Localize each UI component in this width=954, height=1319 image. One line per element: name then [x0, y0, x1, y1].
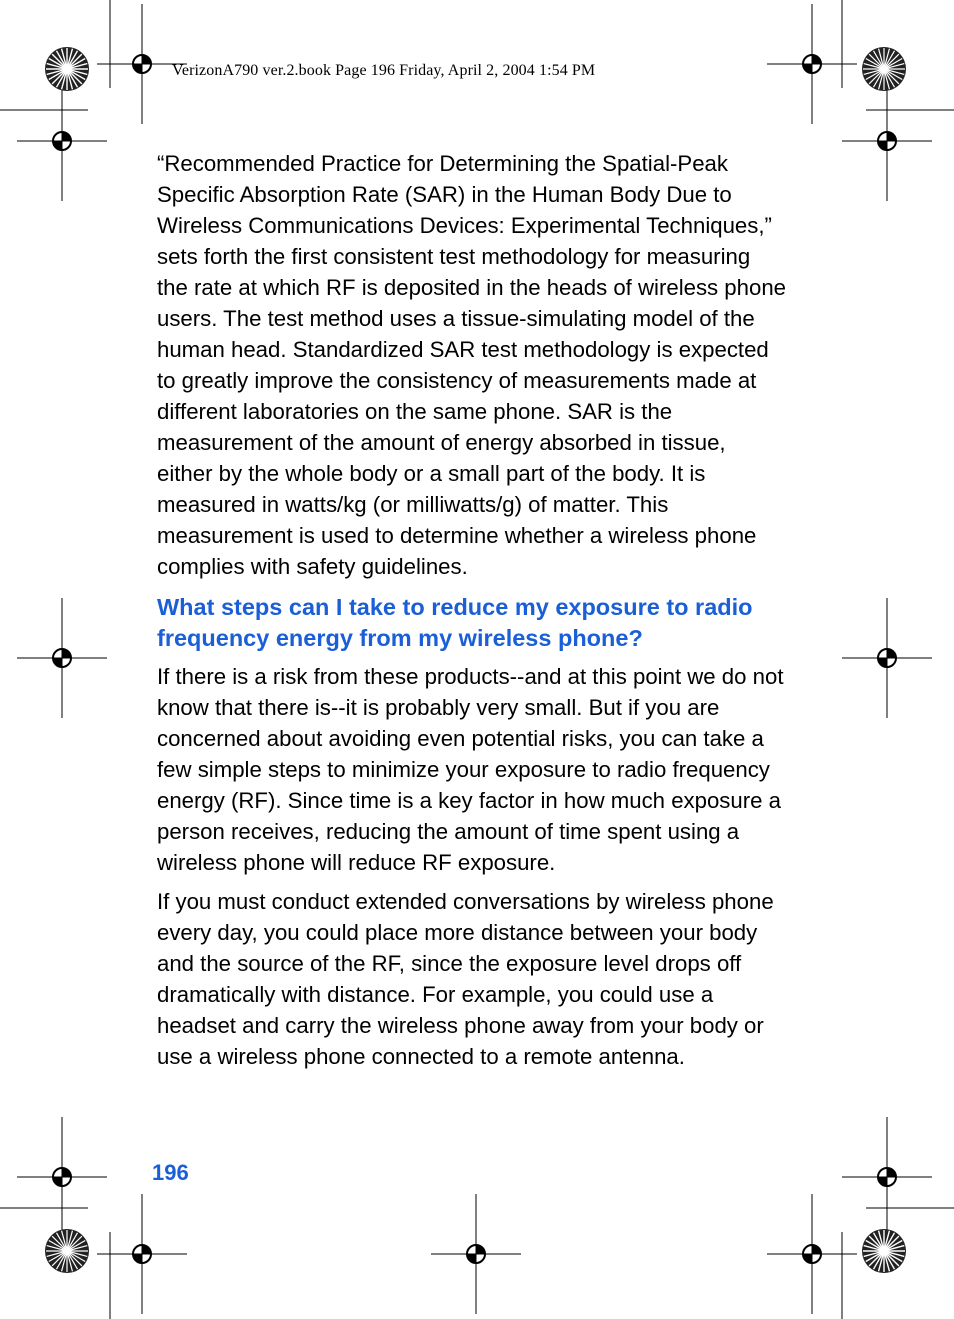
registration-quadrant: [803, 64, 812, 73]
registration-quadrant: [53, 658, 62, 667]
registration-quadrant: [812, 1245, 821, 1254]
registration-quadrant: [476, 1245, 485, 1254]
registration-quadrant: [803, 1254, 812, 1263]
main-content: [157, 148, 787, 1072]
body-paragraph-2: If you must conduct extended conversations by wireless phone every day, you could place more distance between your body and the source of the RF, since the exposure level drops off dramatically with distance. For example, you could use a headset and carry the wireless phone away from your body or use a wireless phone connected to a remote antenna.: [157, 889, 774, 1069]
registration-quadrant: [887, 1168, 896, 1177]
section-heading: What steps can I take to reduce my exposure to radio frequency energy from my wireless phone?: [157, 594, 753, 651]
registration-quadrant: [878, 141, 887, 150]
body-paragraph-1: If there is a risk from these products--and at this point we do not know that there is--it is probably very small. But if you are concerned about avoiding even potential risks, you can take a few simple steps to minimize your exposure to radio frequency energy (RF). Since time is a key factor in how much exposure a person receives, reducing the amount of time spent using a wireless phone will reduce RF exposure.: [157, 664, 784, 875]
starburst-center: [881, 1248, 887, 1254]
registration-quadrant: [53, 141, 62, 150]
registration-quadrant: [133, 64, 142, 73]
registration-quadrant: [878, 658, 887, 667]
registration-quadrant: [133, 1254, 142, 1263]
registration-quadrant: [53, 1177, 62, 1186]
starburst-center: [64, 66, 70, 72]
starburst-center: [64, 1248, 70, 1254]
file-info-header: VerizonA790 ver.2.book Page 196 Friday, April 2, 2004 1:54 PM: [172, 62, 596, 79]
page-number: 196: [152, 1160, 189, 1185]
registration-quadrant: [62, 132, 71, 141]
starburst-center: [881, 66, 887, 72]
intro-paragraph: “Recommended Practice for Determining the Spatial-Peak Specific Absorption Rate (SAR) in the Human Body Due to Wireless Communications Devices: Experimental Techniques,” sets forth the first consistent test methodology for measuring the rate at which RF is deposited in the heads of wireless phone users. The test method uses a tissue-simulating model of the human head. Standardized SAR test methodology is expected to greatly improve the consistency of measurements made at different laboratories on the same phone. SAR is the measurement of the amount of energy absorbed in tissue, either by the whole body or a small part of the body. It is measured in watts/kg (or milliwatts/g) of matter. This measurement is used to determine whether a wireless phone complies with safety guidelines.: [157, 151, 787, 579]
registration-quadrant: [467, 1254, 476, 1263]
registration-quadrant: [812, 55, 821, 64]
registration-quadrant: [142, 1245, 151, 1254]
registration-quadrant: [142, 55, 151, 64]
registration-quadrant: [62, 1168, 71, 1177]
registration-quadrant: [62, 649, 71, 658]
registration-quadrant: [887, 649, 896, 658]
registration-quadrant: [878, 1177, 887, 1186]
registration-quadrant: [887, 132, 896, 141]
